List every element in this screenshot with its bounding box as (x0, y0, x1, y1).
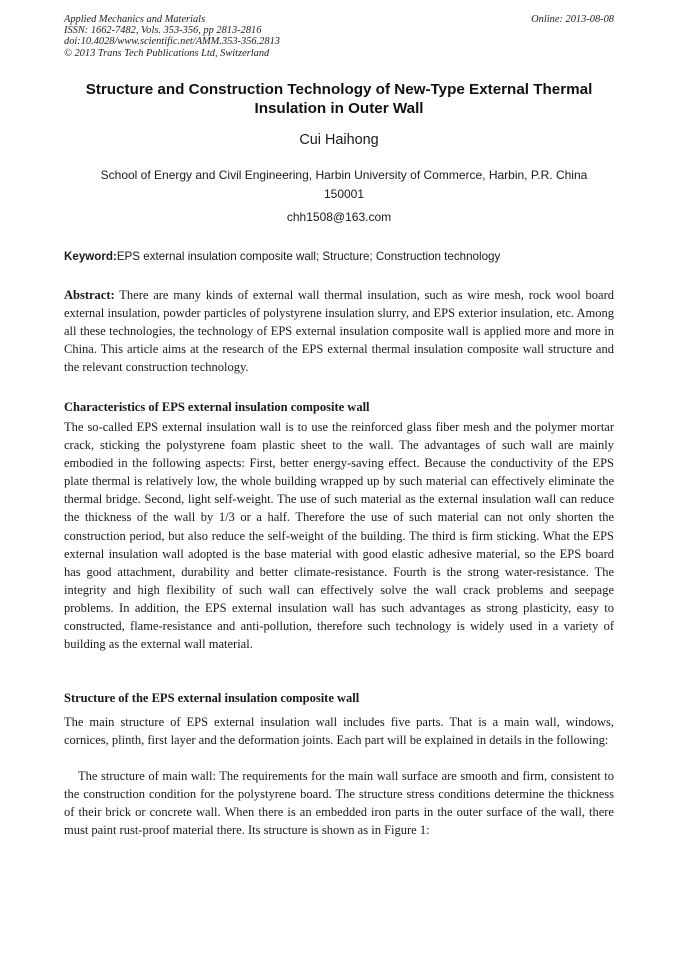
abstract (64, 286, 614, 376)
section-paragraph: The structure of main wall: The requirements for the main wall surface are smooth and firm, consistent to the construction condition for the polystyrene board. The structure stress conditions determine the thickness of their brick or concrete wall. When there is an embedded iron parts in the outer surface of the wall, there must paint rust-proof material there. Its structure is shown as in Figure 1: (64, 769, 614, 838)
doi-line: doi:10.4028/www.scientific.net/AMM.353-356.2813 (64, 36, 280, 48)
section-heading-characteristics: Characteristics of EPS external insulation composite wall (64, 400, 370, 414)
affiliation: School of Energy and Civil Engineering, Harbin University of Commerce, Harbin, P.R. China 150001 (100, 168, 588, 201)
abstract-label: Abstract: (64, 288, 115, 302)
online-date: Online: 2013-08-08 (531, 14, 614, 25)
paper-title: Structure and Construction Technology of New-Type External Thermal Insulation in Outer Wall (85, 81, 593, 117)
issn-line: ISSN: 1662-7482, Vols. 353-356, pp 2813-2816 (64, 25, 262, 37)
journal-header (64, 14, 484, 59)
section-heading-structure: Structure of the EPS external insulation composite wall (64, 691, 360, 705)
author-name: Cui Haihong (299, 132, 379, 148)
keywords (64, 249, 624, 265)
keyword-label: Keyword: (64, 250, 117, 263)
author-email: chh1508@163.com (286, 210, 392, 224)
keyword-text: EPS external insulation composite wall; Structure; Construction technology (116, 250, 501, 263)
copyright-line: © 2013 Trans Tech Publications Ltd, Switzerland (64, 47, 270, 59)
section-paragraph: The main structure of EPS external insulation wall includes five parts. That is a main wall, windows, cornices, plinth, first layer and the deformation joints. Each part will be explained in details in the following: (64, 715, 614, 748)
section-paragraph: The so-called EPS external insulation wall is to use the reinforced glass fiber mesh and the polymer mortar crack, sticking the polystyrene foam plastic sheet to the wall. The advantages of such wall are mainly embodied in the following aspects: First, better energy-saving effect. Because the conductivity of the EPS plate thermal is relatively low, the whole building wrapped up by such material can effectively eliminate the thermal bridge. Second, light self-weight. The use of such material as the external insulation wall can reduce the thickness of the wall by 1/3 or a half. Therefore the use of such material can not only shorten the construction period, but also reduce the self-weight of the building. The third is firm sticking. What the EPS external insulation wall adopted is the base material with good elastic adhesive material, so the EPS board has good attachment, durability and better climate-resistance. Fourth is the strong water-resistance. The integrity and high flexibility of such wall can effectively solve the wall crack problems and seepage problems. In addition, the EPS external insulation wall has such advantages as strong plasticity, easy to constructed, flame-resistance and anti-pollution, therefore such technology is widely used in a variety of building as the external wall material. (64, 420, 614, 652)
journal-name: Applied Mechanics and Materials (64, 14, 206, 25)
abstract-text: There are many kinds of external wall thermal insulation, such as wire mesh, rock wool board external insulation, powder particles of polystyrene insulation slurry, and EPS exterior insulation, etc. Among all these technologies, the technology of EPS external insulation composite wall is applied more and more in China. This article aims at the research of the EPS external thermal insulation composite wall structure and the relevant construction technology. (64, 288, 614, 375)
